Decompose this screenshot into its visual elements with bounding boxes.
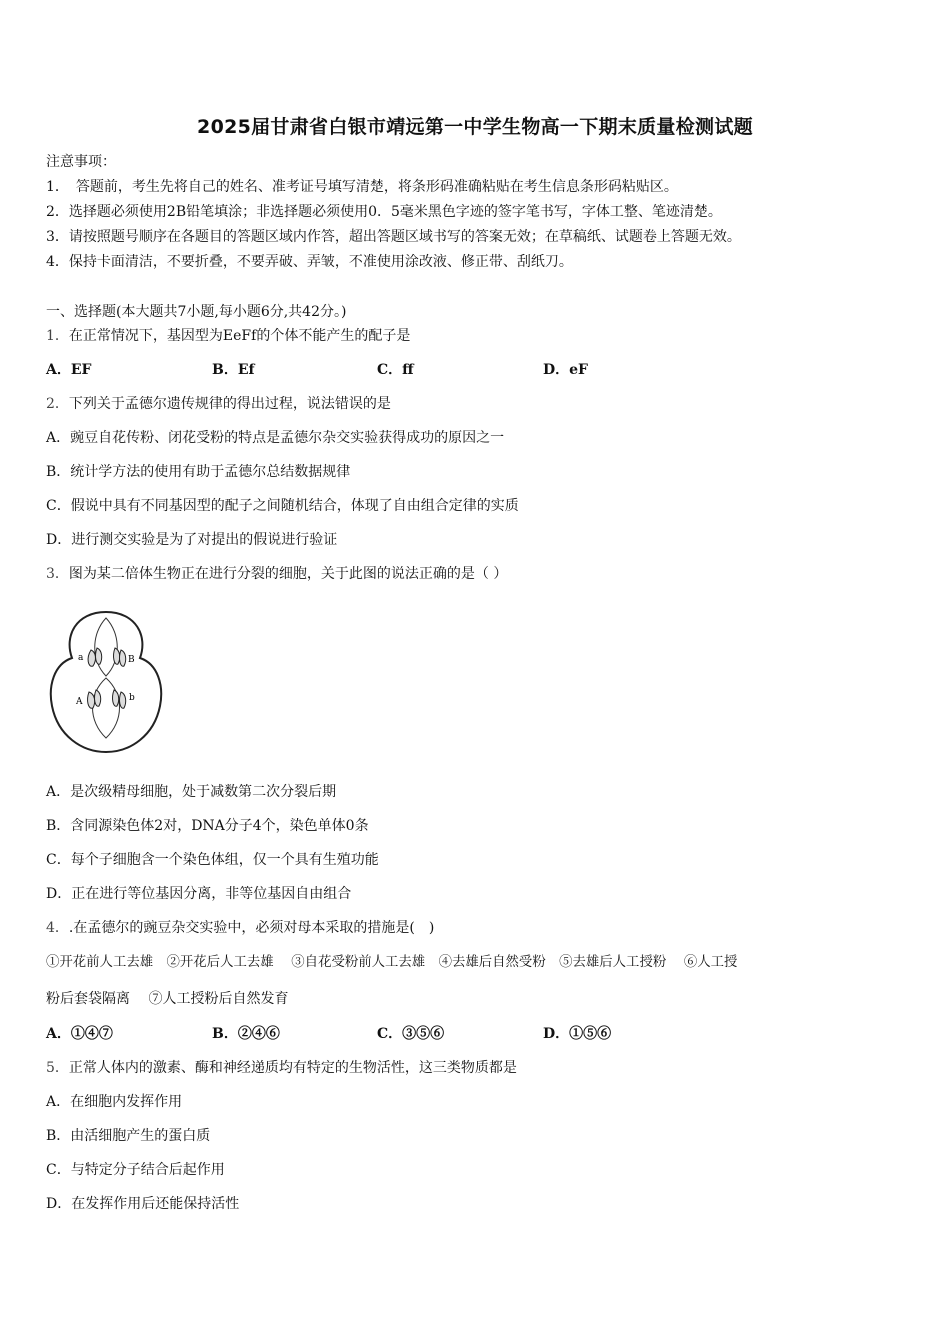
chromosome bbox=[114, 648, 120, 664]
question-stem: 图为某二倍体生物正在进行分裂的细胞，关于此图的说法正确的是（ ） bbox=[68, 566, 508, 582]
question-stem: 在正常情况下，基因型为EeFf的个体不能产生的配子是 bbox=[68, 328, 411, 344]
chromosome bbox=[88, 692, 95, 708]
gene-label-a: a bbox=[78, 653, 84, 663]
q1-option-c[interactable]: C．ff bbox=[377, 362, 414, 378]
notice-item-2: 2．选择题必须使用2B铅笔填涂；非选择题必须使用0．5毫米黑色字迹的签字笔书写，字体工整、笔迹清楚。 bbox=[46, 204, 722, 220]
q3-option-d[interactable]: D．正在进行等位基因分离，非等位基因自由组合 bbox=[46, 886, 352, 902]
question-1 bbox=[46, 326, 410, 346]
chromosome bbox=[120, 650, 126, 666]
q4-option-d[interactable]: D．①⑤⑥ bbox=[543, 1026, 612, 1042]
question-5 bbox=[46, 1058, 517, 1078]
q1-option-b[interactable]: B．Ef bbox=[212, 362, 255, 378]
spindle-lower bbox=[93, 678, 120, 738]
q1-option-d[interactable]: D．eF bbox=[543, 362, 588, 378]
chromosome bbox=[120, 692, 126, 708]
question-number: 2． bbox=[46, 396, 69, 412]
q5-option-b[interactable]: B．由活细胞产生的蛋白质 bbox=[46, 1128, 211, 1144]
chromosome bbox=[96, 648, 102, 664]
q5-option-d[interactable]: D．在发挥作用后还能保持活性 bbox=[46, 1196, 240, 1212]
cell-division-diagram bbox=[46, 606, 168, 756]
q2-option-c[interactable]: C．假说中具有不同基因型的配子之间随机结合，体现了自由组合定律的实质 bbox=[46, 498, 519, 514]
q3-option-a[interactable]: A．是次级精母细胞，处于减数第二次分裂后期 bbox=[46, 784, 337, 800]
notice-heading: 注意事项： bbox=[46, 154, 116, 170]
gene-label-A: A bbox=[76, 697, 83, 707]
q4-option-a[interactable]: A．①④⑦ bbox=[46, 1026, 113, 1042]
question-stem: 下列关于孟德尔遗传规律的得出过程，说法错误的是 bbox=[68, 396, 391, 412]
chromosome bbox=[113, 690, 119, 706]
question-2 bbox=[46, 394, 391, 414]
cell-membrane bbox=[51, 612, 161, 752]
section-heading: 一、选择题(本大题共7小题,每小题6分,共42分。) bbox=[46, 304, 347, 320]
gene-label-b: b bbox=[129, 693, 135, 703]
q4-measures-line-1: ①开花前人工去雄 ②开花后人工去雄 ③自花受粉前人工去雄 ④去雄后自然受粉 ⑤去雄后人工授粉 ⑥人工授 bbox=[46, 955, 738, 970]
q3-option-b[interactable]: B．含同源染色体2对，DNA分子4个，染色单体0条 bbox=[46, 818, 369, 834]
q4-measures-line-2: 粉后套袋隔离 ⑦人工授粉后自然发育 bbox=[46, 991, 289, 1007]
question-3 bbox=[46, 564, 507, 584]
question-number: 1． bbox=[46, 328, 69, 344]
exam-title: 2025届甘肃省白银市靖远第一中学生物高一下期末质量检测试题 bbox=[197, 116, 753, 138]
question-number: 5． bbox=[46, 1060, 69, 1076]
notice-item-1: 1． 答题前，考生先将自己的姓名、准考证号填写清楚，将条形码准确粘贴在考生信息条形码粘贴区。 bbox=[46, 179, 678, 195]
question-number: 4． bbox=[46, 920, 69, 936]
chromosome bbox=[88, 650, 95, 666]
question-stem: 正常人体内的激素、酶和神经递质均有特定的生物活性，这三类物质都是 bbox=[68, 1060, 517, 1076]
gene-label-B: B bbox=[128, 655, 135, 665]
q2-option-b[interactable]: B．统计学方法的使用有助于孟德尔总结数据规律 bbox=[46, 464, 351, 480]
chromosome bbox=[95, 690, 101, 706]
q5-option-a[interactable]: A．在细胞内发挥作用 bbox=[46, 1094, 183, 1110]
question-number: 3． bbox=[46, 566, 69, 582]
question-4 bbox=[46, 918, 434, 938]
notice-item-4: 4．保持卡面清洁，不要折叠，不要弄破、弄皱，不准使用涂改液、修正带、刮纸刀。 bbox=[46, 254, 573, 270]
q5-option-c[interactable]: C．与特定分子结合后起作用 bbox=[46, 1162, 225, 1178]
q4-option-c[interactable]: C．③⑤⑥ bbox=[377, 1026, 445, 1042]
q2-option-d[interactable]: D．进行测交实验是为了对提出的假说进行验证 bbox=[46, 532, 338, 548]
q2-option-a[interactable]: A．豌豆自花传粉、闭花受粉的特点是孟德尔杂交实验获得成功的原因之一 bbox=[46, 430, 505, 446]
spindle-upper bbox=[95, 618, 118, 676]
question-stem: .在孟德尔的豌豆杂交实验中，必须对母本采取的措施是( ) bbox=[68, 920, 435, 936]
notice-item-3: 3．请按照题号顺序在各题目的答题区域内作答，超出答题区域书写的答案无效；在草稿纸、试题卷上答题无效。 bbox=[46, 229, 741, 245]
q3-option-c[interactable]: C．每个子细胞含一个染色体组，仅一个具有生殖功能 bbox=[46, 852, 379, 868]
q1-option-a[interactable]: A．EF bbox=[46, 362, 92, 378]
q4-option-b[interactable]: B．②④⑥ bbox=[212, 1026, 280, 1042]
